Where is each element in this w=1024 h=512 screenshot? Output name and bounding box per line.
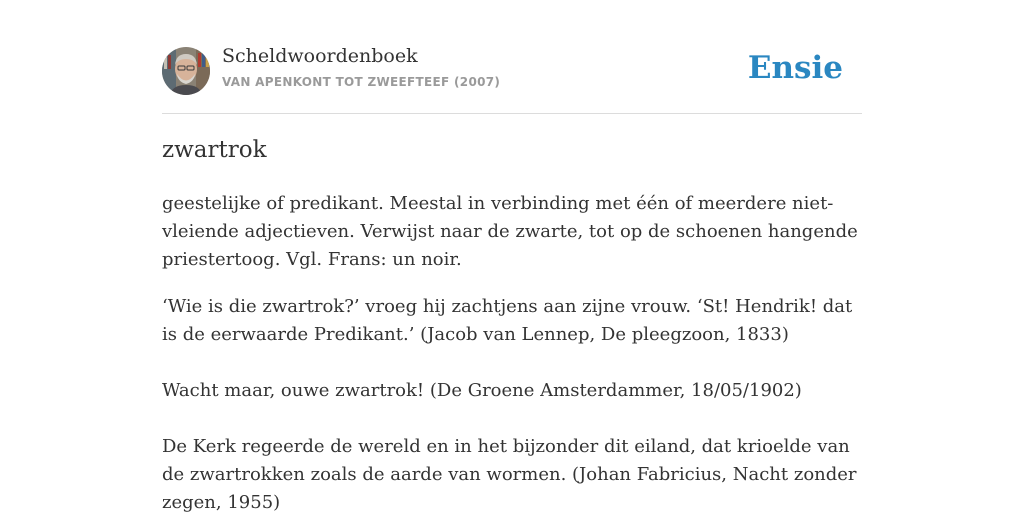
ensie-logo-link[interactable]: Ensie	[747, 50, 843, 86]
avatar-portrait-icon	[162, 47, 210, 95]
source-subtitle: VAN APENKONT TOT ZWEEFTEEF (2007)	[222, 75, 501, 89]
main-content	[162, 0, 862, 512]
source-title[interactable]: Scheldwoordenboek	[222, 45, 418, 67]
source-header	[162, 0, 862, 114]
entry-definition: geestelijke of predikant. Meestal in verbinding met één of meerdere niet-vleiende adjectieven. Verwijst naar de zwarte, tot op de schoenen hangende priestertoog. Vgl. Frans: un noir.	[162, 193, 858, 270]
citation-item: ‘Wie is die zwartrok?’ vroeg hij zachtjens aan zijne vrouw. ‘St! Hendrik! dat is de eerwaarde Predikant.’ (Jacob van Lennep, De pleegzoon, 1833)	[162, 296, 853, 345]
citation-list	[162, 293, 862, 512]
citation-item: De Kerk regeerde de wereld en in het bijzonder dit eiland, dat krioelde van de zwartrokken zoals de aarde van wormen. (Johan Fabricius, Nacht zonder zegen, 1955)	[162, 436, 857, 512]
entry-term: zwartrok	[162, 137, 267, 163]
citation-item: Wacht maar, ouwe zwartrok! (De Groene Amsterdammer, 18/05/1902)	[162, 380, 802, 401]
author-avatar[interactable]	[162, 47, 210, 95]
